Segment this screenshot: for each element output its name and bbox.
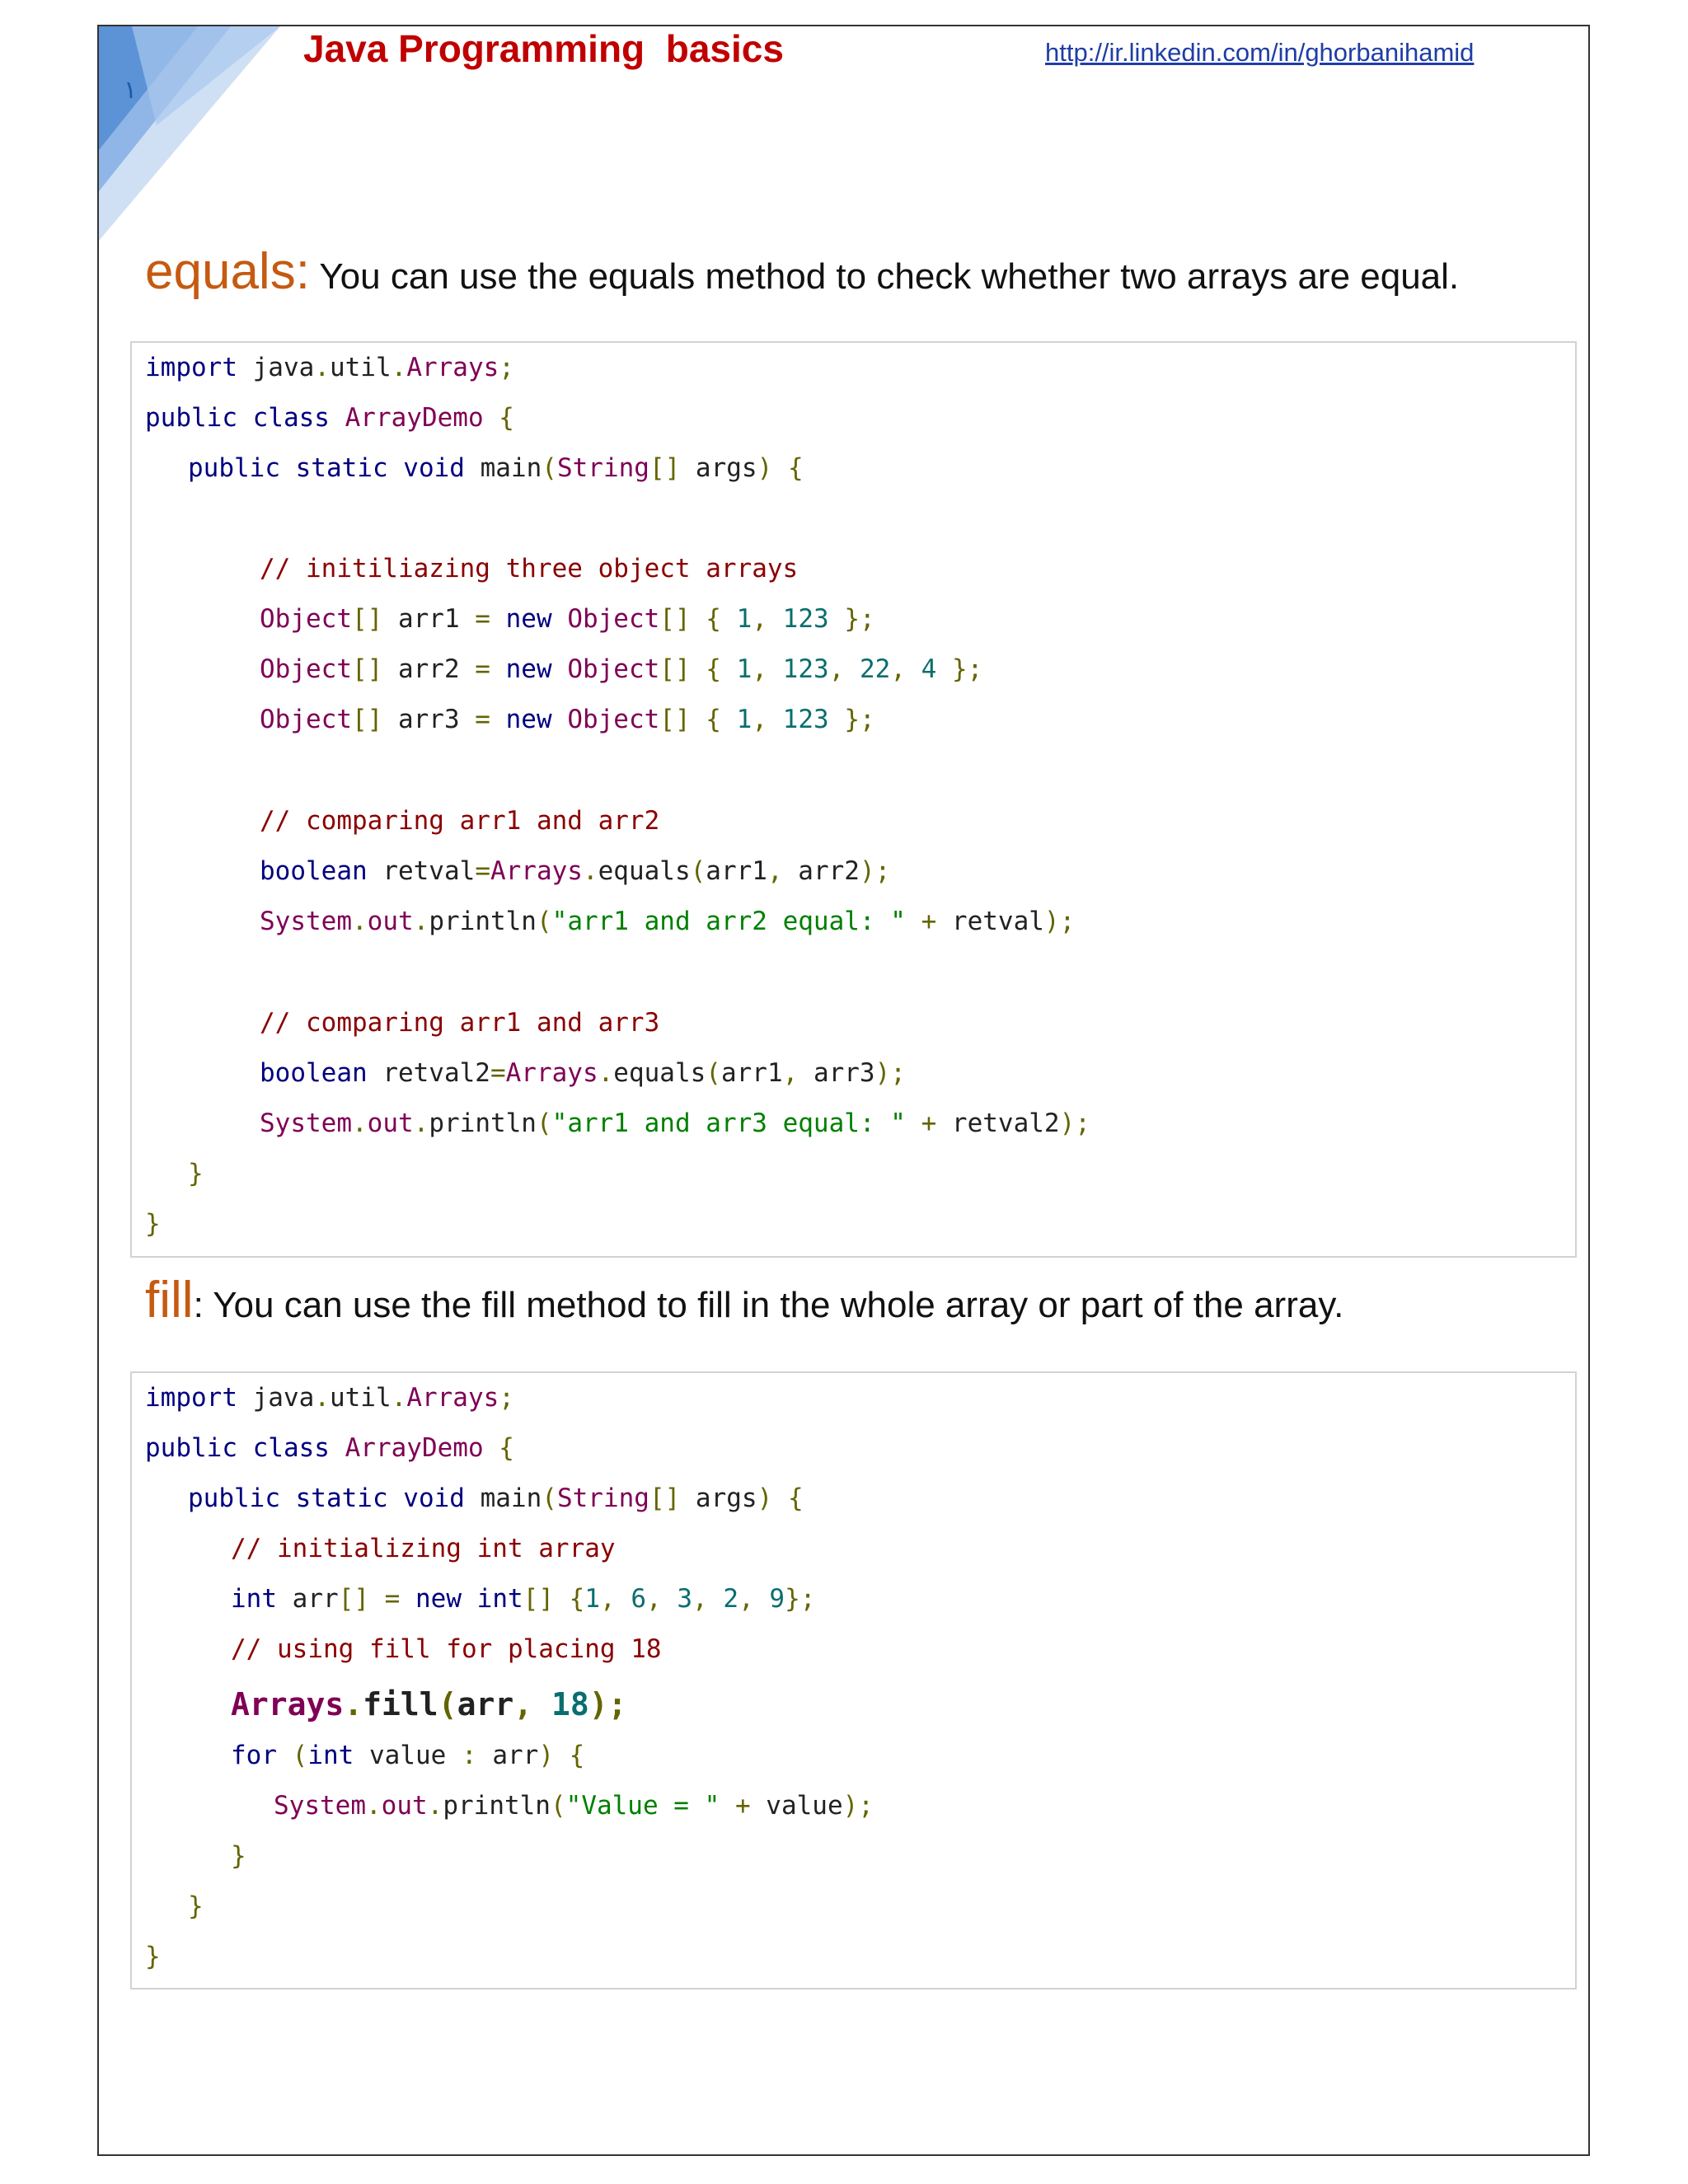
equals-keyword: equals: (145, 243, 310, 300)
code-comment: // initiliazing three object arrays (260, 554, 799, 583)
code-line: public class ArrayDemo { (145, 403, 514, 433)
page-number: ١ (124, 76, 138, 105)
code-comment: // comparing arr1 and arr3 (260, 1008, 660, 1038)
code-line: public static void main(String[] args) { (188, 453, 804, 483)
code-line: System.out.println("arr1 and arr3 equal: " + retval2); (260, 1108, 1090, 1138)
code-line: public class ArrayDemo { (145, 1433, 514, 1463)
code-line-highlight: Arrays.fill(arr, 18); (231, 1686, 627, 1722)
fill-heading (145, 1271, 1343, 1329)
code-line: Object[] arr1 = new Object[] { 1, 123 }; (260, 604, 875, 634)
code-block-fill (130, 1371, 1577, 1990)
equals-description: You can use the equals method to check whether two arrays are equal. (309, 256, 1460, 297)
code-comment: // initializing int array (231, 1534, 616, 1563)
code-line: Object[] arr2 = new Object[] { 1, 123, 22, 4 }; (260, 654, 983, 684)
code-line: System.out.println("arr1 and arr2 equal: " + retval); (260, 907, 1076, 936)
code-brace: } (188, 1891, 204, 1921)
code-line: boolean retval2=Arrays.equals(arr1, arr3); (260, 1058, 906, 1088)
code-line: import java.util.Arrays; (145, 1383, 514, 1413)
code-brace: } (145, 1209, 161, 1239)
document-title: Java Programming basics (303, 27, 784, 70)
equals-heading (145, 242, 1459, 301)
code-brace: } (145, 1942, 161, 1971)
code-brace: } (188, 1159, 204, 1188)
code-line: boolean retval=Arrays.equals(arr1, arr2); (260, 856, 891, 886)
code-brace: } (231, 1841, 246, 1871)
document-page (97, 25, 1590, 2156)
code-line: int arr[] = new int[] {1, 6, 3, 2, 9}; (231, 1584, 816, 1614)
code-comment: // using fill for placing 18 (231, 1634, 662, 1664)
code-block-equals (130, 341, 1577, 1258)
code-line: import java.util.Arrays; (145, 353, 514, 382)
fill-keyword: fill (145, 1272, 194, 1329)
code-comment: // comparing arr1 and arr2 (260, 806, 660, 836)
code-line: public static void main(String[] args) { (188, 1483, 804, 1513)
code-line: Object[] arr3 = new Object[] { 1, 123 }; (260, 705, 875, 734)
linkedin-link[interactable]: http://ir.linkedin.com/in/ghorbanihamid (1045, 38, 1475, 67)
fill-description: : You can use the fill method to fill in the whole array or part of the array. (193, 1285, 1344, 1325)
code-line: System.out.println("Value = " + value); (274, 1791, 874, 1821)
corner-decoration (99, 26, 297, 241)
code-line: for (int value : arr) { (231, 1741, 585, 1770)
